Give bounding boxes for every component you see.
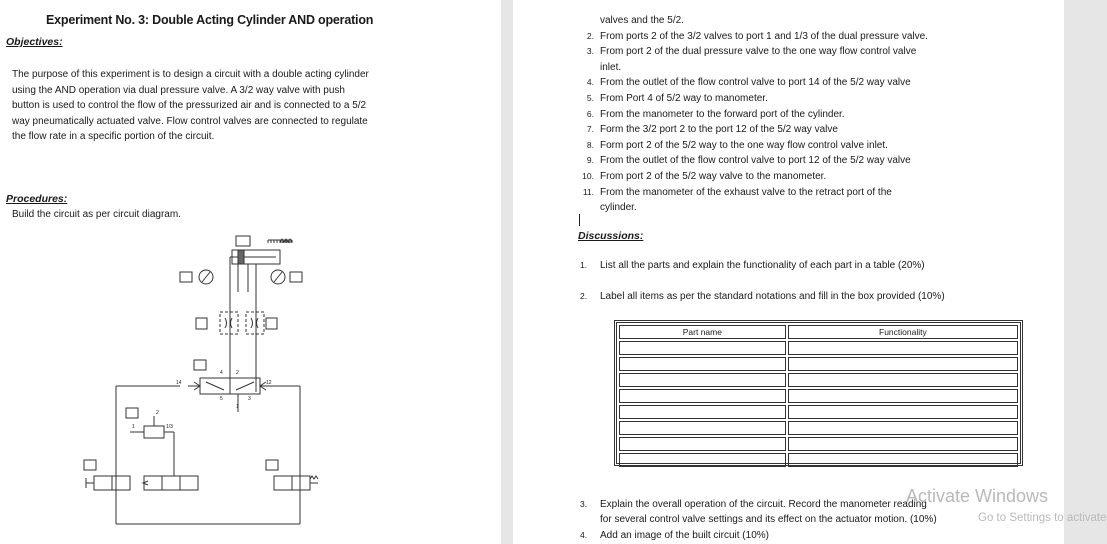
flow-control-valve-right bbox=[246, 312, 277, 334]
procedure-step: 6. From the manometer to the forward port of the cylinder. bbox=[586, 108, 845, 120]
objective-line: way pneumatically actuated valve. Flow control valves are connected to regulate bbox=[12, 115, 368, 127]
procedure-step: 4. From the outlet of the flow control valve to port 14 of the 5/2 way valve bbox=[586, 77, 911, 89]
procedure-step: inlet. bbox=[600, 61, 622, 73]
discussion-item-3-cont: for several control valve settings and its effect on the actuator motion. (10%) bbox=[600, 514, 937, 525]
objective-line: using the AND operation via dual pressure valve. A 3/2 way valve with push bbox=[12, 84, 345, 96]
three-two-valve-right bbox=[266, 460, 318, 490]
table-header-row bbox=[619, 325, 1018, 339]
activate-windows-watermark: Activate Windows bbox=[906, 486, 1049, 506]
dual-pressure-valve bbox=[126, 408, 174, 438]
table-header-part-name: Part name bbox=[619, 325, 786, 339]
parts-table-frame bbox=[614, 320, 1023, 466]
procedures-heading: Procedures: bbox=[6, 193, 68, 205]
table-cell[interactable] bbox=[788, 421, 1018, 435]
activate-windows-subtext: Go to Settings to activate bbox=[978, 512, 1107, 524]
objective-line: the flow rate in a specific portion of the circuit. bbox=[12, 131, 215, 143]
table-row bbox=[619, 453, 1018, 467]
parts-table bbox=[617, 323, 1020, 469]
procedure-step: cylinder. bbox=[600, 202, 637, 214]
dual-label-2: 2 bbox=[156, 410, 159, 416]
label-box bbox=[236, 236, 250, 246]
table-row bbox=[619, 357, 1018, 371]
table-cell[interactable] bbox=[619, 405, 786, 419]
three-two-valve-left bbox=[84, 460, 130, 490]
port-label-5: 5 bbox=[220, 396, 223, 402]
procedure-step: 2. From ports 2 of the 3/2 valves to port 1 and 1/3 of the dual pressure valve. bbox=[586, 30, 928, 42]
text-cursor bbox=[579, 214, 580, 226]
left-page bbox=[0, 0, 501, 544]
page-title: Experiment No. 3: Double Acting Cylinder AND operation bbox=[46, 13, 374, 27]
procedure-step: 3. From port 2 of the dual pressure valve to the one way flow control valve bbox=[586, 46, 917, 58]
table-row bbox=[619, 405, 1018, 419]
table-cell[interactable] bbox=[619, 437, 786, 451]
table-cell[interactable] bbox=[619, 341, 786, 355]
manometer-left bbox=[180, 270, 213, 284]
objective-line: button is used to control the flow of the pressurized air and is connected to a 5/2 bbox=[12, 100, 367, 112]
procedure-step: 10. From port 2 of the 5/2 way valve to the manometer. bbox=[582, 170, 827, 182]
table-header-functionality: Functionality bbox=[788, 325, 1018, 339]
table-cell[interactable] bbox=[788, 341, 1018, 355]
procedures-intro: Build the circuit as per circuit diagram. bbox=[12, 209, 181, 220]
discussion-item-1: 1. List all the parts and explain the functionality of each part in a table (20%) bbox=[580, 260, 925, 271]
procedure-step: valves and the 5/2. bbox=[600, 15, 684, 26]
objective-line: The purpose of this experiment is to design a circuit with a double acting cylinder bbox=[12, 69, 369, 80]
table-cell[interactable] bbox=[788, 389, 1018, 403]
table-cell[interactable] bbox=[619, 373, 786, 387]
table-row bbox=[619, 389, 1018, 403]
procedure-steps-list bbox=[580, 13, 928, 216]
discussions-heading: Discussions: bbox=[578, 230, 644, 242]
objectives-paragraph bbox=[12, 67, 369, 145]
table-cell[interactable] bbox=[788, 453, 1018, 467]
table-row bbox=[619, 437, 1018, 451]
discussion-item-3: 3. Explain the overall operation of the circuit. Record the manometer reading bbox=[580, 499, 927, 510]
discussion-item-2: 2. Label all items as per the standard notations and fill in the box provided (10%) bbox=[580, 291, 945, 302]
table-cell[interactable] bbox=[619, 421, 786, 435]
circuit-diagram bbox=[70, 232, 350, 544]
port-label-2: 2 bbox=[236, 370, 239, 376]
table-row bbox=[619, 421, 1018, 435]
discussion-item-4: 4. Add an image of the built circuit (10%) bbox=[580, 530, 769, 541]
right-page bbox=[513, 0, 1107, 544]
objectives-heading: Objectives: bbox=[6, 36, 63, 48]
port-label-12: 12 bbox=[266, 380, 272, 386]
table-row bbox=[619, 341, 1018, 355]
dual-label-13: 1/3 bbox=[166, 424, 173, 430]
procedure-step: 11. From the manometer of the exhaust valve to the retract port of the bbox=[582, 186, 892, 198]
table-row bbox=[619, 373, 1018, 387]
port-label-14: 14 bbox=[176, 380, 182, 386]
table-cell[interactable] bbox=[619, 389, 786, 403]
table-cell[interactable] bbox=[619, 357, 786, 371]
port-label-1: 1 bbox=[236, 404, 239, 410]
port-label-4: 4 bbox=[220, 370, 223, 376]
table-cell[interactable] bbox=[788, 373, 1018, 387]
procedure-step: 8. Form port 2 of the 5/2 way to the one way flow control valve inlet. bbox=[586, 139, 888, 151]
three-two-valve-center bbox=[143, 476, 198, 490]
procedure-step: 7. Form the 3/2 port 2 to the port 12 of the 5/2 way valve bbox=[586, 124, 838, 136]
procedure-step: 5. From Port 4 of 5/2 way to manometer. bbox=[586, 92, 768, 104]
table-cell[interactable] bbox=[788, 405, 1018, 419]
table-cell[interactable] bbox=[788, 437, 1018, 451]
flow-control-valve-left bbox=[196, 312, 238, 334]
manometer-right bbox=[271, 270, 302, 284]
table-cell[interactable] bbox=[788, 357, 1018, 371]
table-cell[interactable] bbox=[619, 453, 786, 467]
port-label-3: 3 bbox=[248, 396, 251, 402]
dual-label-1: 1 bbox=[132, 424, 135, 430]
procedure-step: 9. From the outlet of the flow control valve to port 12 of the 5/2 way valve bbox=[586, 155, 911, 167]
